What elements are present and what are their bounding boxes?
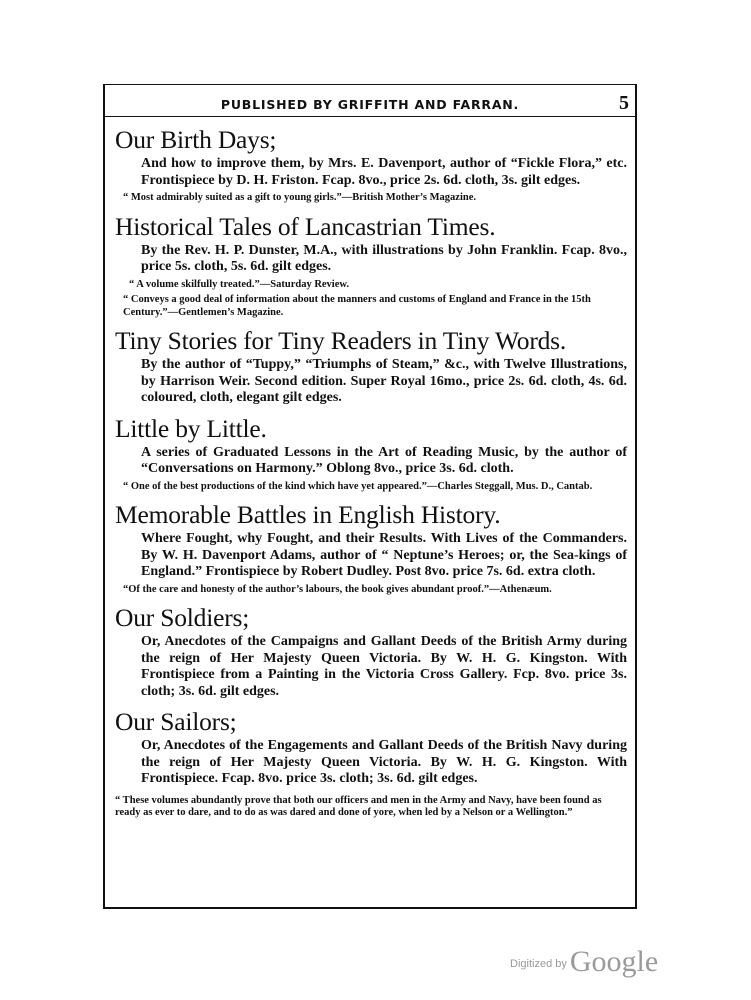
page-number: 5: [619, 92, 629, 114]
book-description: Or, Anecdotes of the Campaigns and Gallant Deeds of the British Army during the reign of Her Majesty Queen Victoria. By W. H. G. Kingston. With Frontispiece from a Painting in the Victoria Cross Gallery. Fcp. 8vo. price 3s. cloth; 3s. 6d. gilt edges.: [141, 634, 627, 699]
book-title: Tiny Stories for Tiny Readers in Tiny Words.: [115, 326, 567, 355]
book-description: Where Fought, why Fought, and their Results. With Lives of the Commanders. By W. H. Davenport Adams, author of “ Neptune’s Heroes; or, the Sea-kings of England.” Frontispiece by Robert Dudley. Post 8vo. price 7s. 6d. extra cloth.: [141, 531, 627, 579]
review-quote: “ A volume skilfully treated.”—Saturday Review.: [129, 278, 350, 290]
book-entry: [115, 414, 627, 494]
running-header: [105, 94, 635, 117]
watermark-prefix: Digitized by: [510, 958, 567, 970]
book-entry: [115, 326, 627, 407]
page-frame: [103, 84, 637, 909]
header-title: PUBLISHED BY GRIFFITH AND FARRAN.: [220, 97, 520, 112]
book-title: Historical Tales of Lancastrian Times.: [115, 211, 496, 241]
review-quote: “ One of the best productions of the kind which have yet appeared.”—Charles Steggall, Mus. D., Cantab.: [123, 480, 593, 492]
book-title: Our Birth Days;: [115, 125, 277, 154]
book-list: [115, 125, 627, 820]
book-title: Little by Little.: [115, 413, 267, 443]
book-entry: [115, 500, 627, 596]
book-entry: [115, 603, 627, 700]
book-entry: [115, 212, 627, 320]
book-title: Memorable Battles in English History.: [115, 500, 501, 529]
review-quote: “ Conveys a good deal of information about the manners and customs of England and France in the 15th Century.”—Gentlemen’s Magazine.: [123, 294, 591, 318]
book-description: A series of Graduated Lessons in the Art of Reading Music, by the author of “Conversations on Harmony.” Oblong 8vo., price 3s. 6d. cloth.: [141, 444, 627, 476]
book-entry: [115, 125, 627, 205]
book-title: Our Sailors;: [115, 707, 237, 736]
book-title: Our Soldiers;: [115, 603, 250, 632]
book-entry: [115, 707, 627, 788]
book-description: By the Rev. H. P. Dunster, M.A., with illustrations by John Franklin. Fcap. 8vo., price 5s. cloth, 5s. 6d. gilt edges.: [141, 242, 627, 274]
review-quote: “ Most admirably suited as a gift to young girls.”—British Mother’s Magazine.: [123, 192, 476, 203]
digitized-watermark: [510, 945, 658, 979]
review-quote: “Of the care and honesty of the author’s labours, the book gives abundant proof.”—Athenæum.: [123, 583, 552, 595]
footnote-quote: “ These volumes abundantly prove that both our officers and men in the Army and Navy, have been found as ready as ever to dare, and to do as was dared and done of yore, when led by a Nelson or a Wellington.”: [115, 794, 602, 818]
book-description: Or, Anecdotes of the Engagements and Gallant Deeds of the British Navy during the reign of Her Majesty Queen Victoria. By W. H. G. Kingston. With Frontispiece. Fcap. 8vo. price 3s. cloth; 3s. 6d. gilt edges.: [141, 738, 627, 786]
book-description: By the author of “Tuppy,” “Triumphs of Steam,” &c., with Twelve Illustrations, by Harrison Weir. Second edition. Super Royal 16mo., price 2s. 6d. cloth, 4s. 6d. coloured, cloth, elegant gilt edges.: [141, 357, 627, 405]
book-description: And how to improve them, by Mrs. E. Davenport, author of “Fickle Flora,” etc. Frontispiece by D. H. Friston. Fcap. 8vo., price 2s. 6d. cloth, 3s. gilt edges.: [141, 156, 627, 188]
google-logo: Google: [569, 945, 659, 978]
